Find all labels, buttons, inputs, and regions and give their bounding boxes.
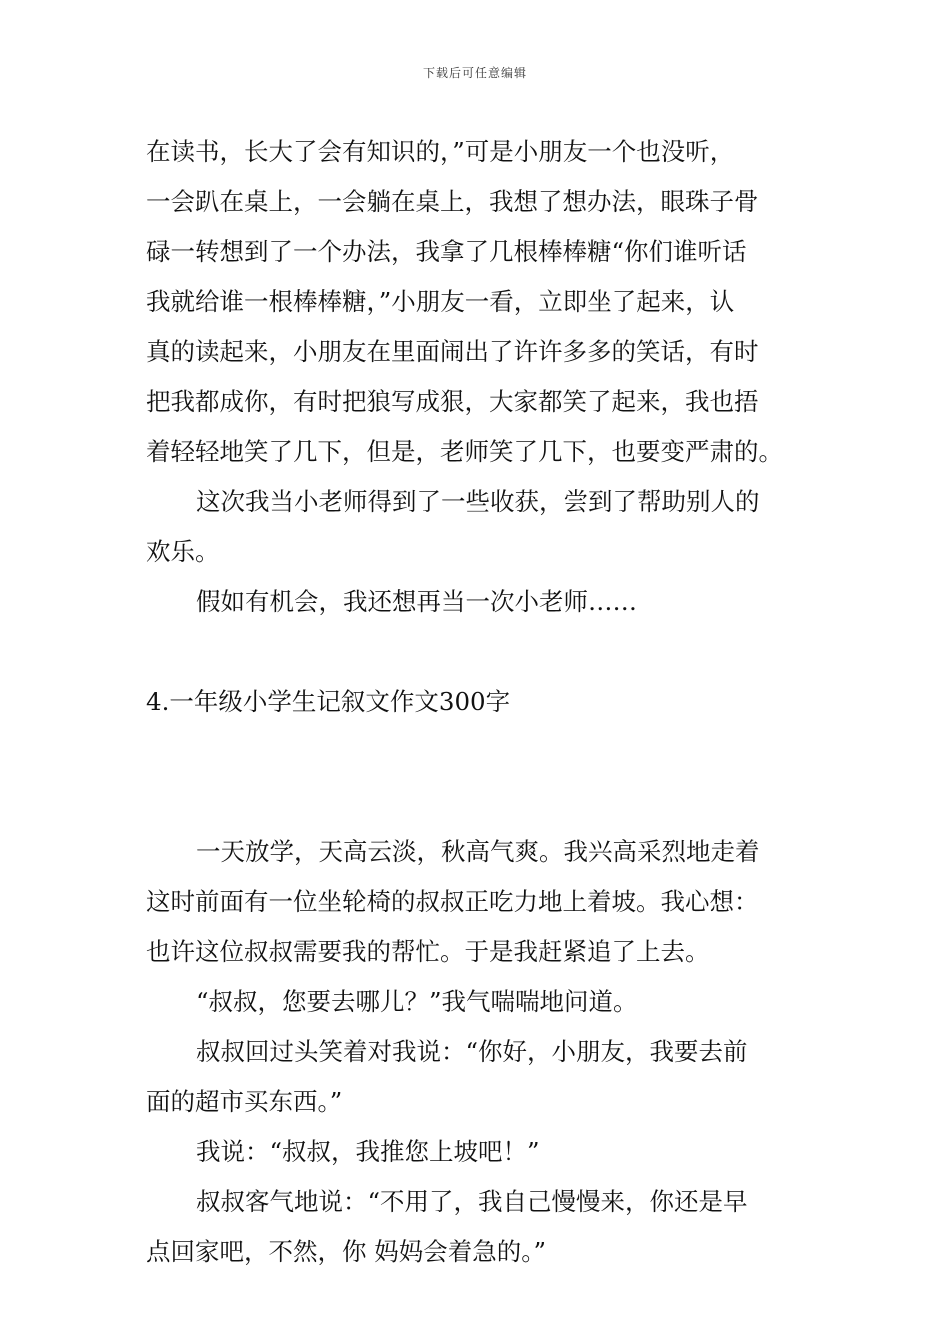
text-line: 面的超市买东西。” <box>146 1087 343 1116</box>
text-line: 点回家吧，不然，你 妈妈会着急的。” <box>146 1237 547 1266</box>
document-body <box>146 127 810 1277</box>
text-line: 在读书，长大了会有知识的，”可是小朋友一个也没听， <box>146 137 735 166</box>
text-line: 一会趴在桌上，一会躺在桌上，我想了想办法，眼珠子骨 <box>146 187 759 216</box>
blank-line <box>146 777 810 827</box>
blank-line <box>146 727 810 777</box>
page-header-note: 下载后可任意编辑 <box>422 66 527 80</box>
blank-line <box>146 627 810 677</box>
text-line: 碌一转想到了一个办法，我拿了几根棒棒糖“你们谁听话 <box>146 237 747 266</box>
text-line: 着轻轻地笑了几下，但是，老师笑了几下，也要变严肃的。 <box>146 437 783 466</box>
text-line: “叔叔，您要去哪儿？”我气喘喘地问道。 <box>196 987 638 1016</box>
text-line: 这时前面有一位坐轮椅的叔叔正吃力地上着坡。我心想： <box>146 887 759 916</box>
text-line: 假如有机会，我还想再当一次小老师…… <box>196 587 637 616</box>
text-line: 把我都成你，有时把狼写成狠，大家都笑了起来，我也捂 <box>146 387 759 416</box>
text-line: 我就给谁一根棒棒糖，”小朋友一看，立即坐了起来，认 <box>146 287 735 316</box>
text-line: 也许这位叔叔需要我的帮忙。于是我赶紧追了上去。 <box>146 937 710 966</box>
text-line: 欢乐。 <box>146 537 220 566</box>
text-line: 一天放学，天高云淡，秋高气爽。我兴高采烈地走着 <box>196 837 760 866</box>
text-line: 叔叔客气地说：“不用了，我自己慢慢来，你还是早 <box>196 1187 748 1216</box>
section-heading: 4.一年级小学生记叙文作文300字 <box>146 687 511 716</box>
text-line: 我说：“叔叔，我推您上坡吧！” <box>196 1137 540 1166</box>
text-line: 真的读起来，小朋友在里面闹出了许许多多的笑话，有时 <box>146 337 759 366</box>
text-line: 叔叔回过头笑着对我说：“你好，小朋友，我要去前 <box>196 1037 748 1066</box>
text-line: 这次我当小老师得到了一些收获，尝到了帮助别人的 <box>196 487 760 516</box>
